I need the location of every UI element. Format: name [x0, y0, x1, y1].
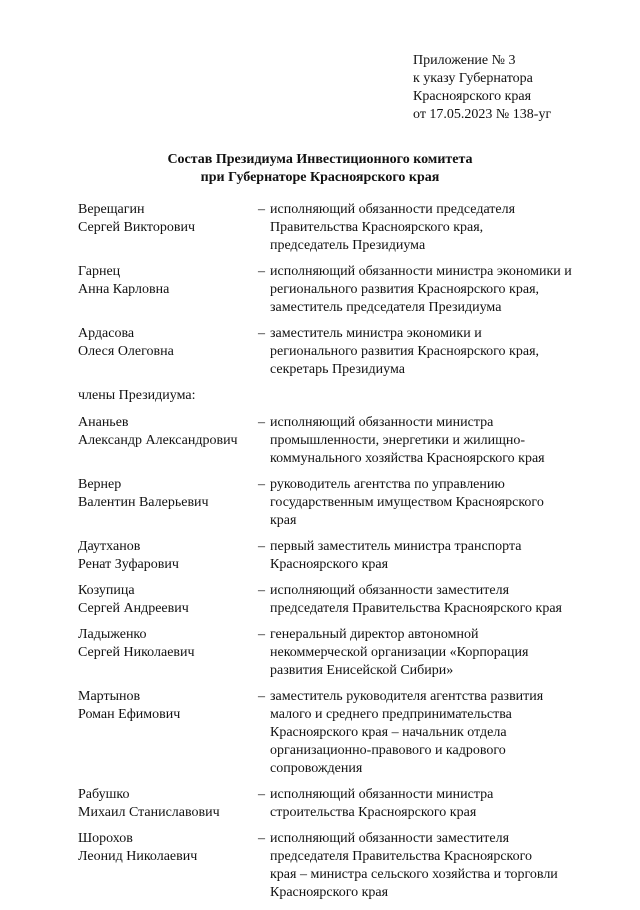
position-line: государственным имуществом Красноярского [270, 495, 544, 510]
position-line: руководитель агентства по управлению [270, 477, 505, 492]
person-surname: Верещагин [78, 202, 145, 217]
person-name [78, 626, 256, 680]
person-surname: Ардасова [78, 326, 135, 341]
position-line: председателя Правительства Красноярского [270, 849, 533, 864]
dash-separator: – [258, 831, 265, 846]
person-entry [78, 830, 608, 902]
position-line: генеральный директор автономной [270, 627, 479, 642]
person-name [78, 830, 256, 902]
person-entry [78, 688, 608, 778]
title-line-2: при Губернаторе Красноярского края [200, 170, 440, 185]
person-position [270, 325, 608, 379]
person-given-names: Ренат Зуфарович [78, 557, 179, 572]
dash-separator: – [258, 583, 265, 598]
person-surname: Рабушко [78, 787, 130, 802]
person-entry [78, 325, 608, 379]
person-name [78, 325, 256, 379]
person-given-names: Валентин Валерьевич [78, 495, 209, 510]
appendix-header [413, 52, 551, 124]
person-given-names: Сергей Андреевич [78, 601, 189, 616]
person-position [270, 626, 608, 680]
position-line: развития Енисейской Сибири» [270, 663, 454, 678]
person-name [78, 476, 256, 530]
person-given-names: Александр Александрович [78, 433, 238, 448]
person-position [270, 201, 608, 255]
position-line: заместитель руководителя агентства развития [270, 689, 544, 704]
appendix-line: от 17.05.2023 № 138-уг [413, 107, 552, 122]
person-surname: Козупица [78, 583, 135, 598]
person-surname: Даутханов [78, 539, 141, 554]
dash-separator: – [258, 787, 265, 802]
appendix-line: Приложение № 3 [413, 53, 516, 68]
position-line: исполняющий обязанности министра [270, 787, 494, 802]
person-position [270, 538, 608, 574]
position-line: первый заместитель министра транспорта [270, 539, 522, 554]
person-name [78, 786, 256, 822]
person-entry [78, 476, 608, 530]
position-line: Красноярского края [270, 885, 389, 900]
person-given-names: Анна Карловна [78, 282, 170, 297]
position-line: исполняющий обязанности министра [270, 415, 494, 430]
position-line: организационно-правового и кадрового [270, 743, 506, 758]
position-line: исполняющий обязанности министра экономики и [270, 264, 572, 279]
person-surname: Гарнец [78, 264, 121, 279]
dash-separator: – [258, 326, 265, 341]
position-line: малого и среднего предпринимательства [270, 707, 512, 722]
position-line: заместитель председателя Президиума [270, 300, 502, 315]
appendix-line: Красноярского края [413, 89, 532, 104]
position-line: председателя Правительства Красноярского края [270, 601, 562, 616]
person-entry [78, 786, 608, 822]
person-given-names: Роман Ефимович [78, 707, 181, 722]
dash-separator: – [258, 627, 265, 642]
person-given-names: Леонид Николаевич [78, 849, 198, 864]
members-label: члены Президиума: [78, 388, 196, 403]
person-surname: Ананьев [78, 415, 129, 430]
person-given-names: Михаил Станиславович [78, 805, 220, 820]
person-entry [78, 582, 608, 618]
person-surname: Мартынов [78, 689, 141, 704]
person-name [78, 538, 256, 574]
title-line-1: Состав Президиума Инвестиционного комитета [167, 152, 473, 167]
dash-separator: – [258, 415, 265, 430]
dash-separator: – [258, 477, 265, 492]
position-line: строительства Красноярского края [270, 805, 477, 820]
person-name [78, 201, 256, 255]
person-given-names: Сергей Викторович [78, 220, 196, 235]
person-given-names: Олеся Олеговна [78, 344, 174, 359]
position-line: Красноярского края – начальник отдела [270, 725, 507, 740]
person-given-names: Сергей Николаевич [78, 645, 195, 660]
position-line: края – министра сельского хозяйства и торговли [270, 867, 558, 882]
person-position [270, 582, 608, 618]
person-name [78, 414, 256, 468]
person-surname: Ладыженко [78, 627, 147, 642]
person-position [270, 786, 608, 822]
position-line: Правительства Красноярского края, [270, 220, 484, 235]
position-line: регионального развития Красноярского края, [270, 282, 540, 297]
position-line: исполняющий обязанности заместителя [270, 831, 510, 846]
person-entry [78, 414, 608, 468]
person-position [270, 688, 608, 778]
position-line: исполняющий обязанности заместителя [270, 583, 510, 598]
position-line: регионального развития Красноярского края, [270, 344, 540, 359]
document-title [0, 151, 640, 187]
person-surname: Шорохов [78, 831, 133, 846]
person-entry [78, 201, 608, 255]
person-name [78, 263, 256, 317]
position-line: председатель Президиума [270, 238, 426, 253]
person-position [270, 414, 608, 468]
dash-separator: – [258, 689, 265, 704]
position-line: сопровождения [270, 761, 363, 776]
position-line: секретарь Президиума [270, 362, 405, 377]
position-line: Красноярского края [270, 557, 389, 572]
person-entry [78, 538, 608, 574]
person-position [270, 830, 608, 902]
person-entry [78, 263, 608, 317]
position-line: исполняющий обязанности председателя [270, 202, 516, 217]
person-name [78, 582, 256, 618]
person-name [78, 688, 256, 778]
dash-separator: – [258, 539, 265, 554]
appendix-line: к указу Губернатора [413, 71, 533, 86]
dash-separator: – [258, 202, 265, 217]
position-line: промышленности, энергетики и жилищно- [270, 433, 526, 448]
position-line: заместитель министра экономики и [270, 326, 482, 341]
person-position [270, 263, 608, 317]
person-position [270, 476, 608, 530]
position-line: некоммерческой организации «Корпорация [270, 645, 529, 660]
person-entry [78, 626, 608, 680]
presidium-list [78, 201, 608, 910]
dash-separator: – [258, 264, 265, 279]
position-line: края [270, 513, 297, 528]
person-surname: Вернер [78, 477, 122, 492]
position-line: коммунального хозяйства Красноярского края [270, 451, 545, 466]
